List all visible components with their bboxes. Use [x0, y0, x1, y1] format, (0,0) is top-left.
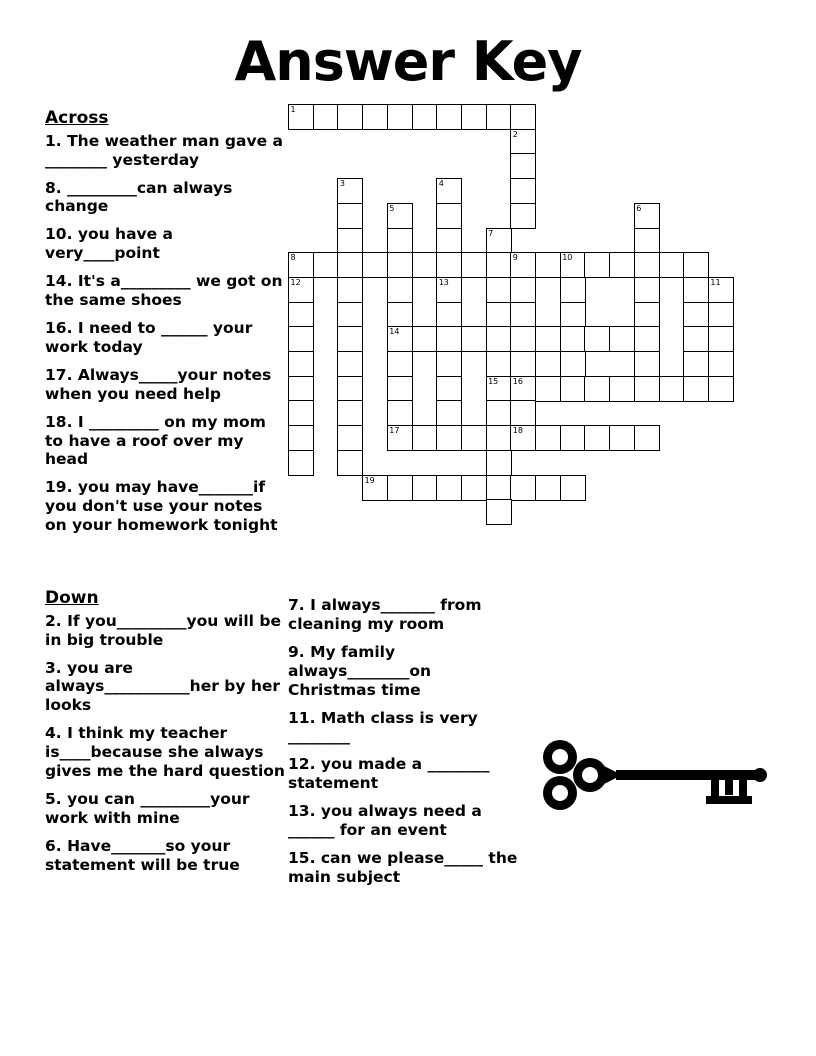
- grid-cell[interactable]: [387, 302, 413, 328]
- grid-cell[interactable]: [486, 326, 512, 352]
- grid-cell[interactable]: [387, 252, 413, 278]
- grid-cell[interactable]: [313, 104, 339, 130]
- grid-cell[interactable]: [337, 425, 363, 451]
- grid-cell[interactable]: [634, 302, 660, 328]
- grid-cell-number: 3: [339, 179, 345, 189]
- grid-cell[interactable]: [634, 326, 660, 352]
- clue-text: Always_____your notes when you need help: [45, 365, 272, 403]
- clue-text: If you_________you will be in big trouble: [45, 611, 281, 649]
- clue-item: [45, 790, 285, 828]
- clue-item: [288, 802, 520, 840]
- grid-cell[interactable]: [535, 326, 561, 352]
- grid-cell[interactable]: [288, 376, 314, 402]
- grid-cell[interactable]: [486, 499, 512, 525]
- clue-item: [45, 179, 285, 217]
- grid-cell[interactable]: [387, 376, 413, 402]
- grid-cell[interactable]: [535, 425, 561, 451]
- grid-cell[interactable]: [560, 351, 586, 377]
- clue-text: you have a very____point: [45, 225, 174, 263]
- crossword-grid[interactable]: [288, 104, 758, 584]
- clue-item: [45, 837, 285, 875]
- clue-number: 2.: [45, 611, 62, 630]
- clue-number: 4.: [45, 724, 62, 743]
- clue-number: 17.: [45, 365, 73, 384]
- grid-cell-number: 11: [710, 277, 721, 287]
- grid-cell[interactable]: [510, 351, 536, 377]
- grid-cell-number: 6: [636, 203, 642, 213]
- clue-number: 8.: [45, 178, 62, 197]
- grid-cell[interactable]: [584, 326, 610, 352]
- clue-text: The weather man gave a ________ yesterday: [45, 131, 283, 169]
- grid-cell[interactable]: [412, 425, 438, 451]
- grid-cell[interactable]: [288, 400, 314, 426]
- clue-number: 3.: [45, 658, 62, 677]
- grid-cell[interactable]: [609, 326, 635, 352]
- grid-cell[interactable]: [387, 351, 413, 377]
- grid-cell[interactable]: [486, 302, 512, 328]
- grid-cell[interactable]: [436, 252, 462, 278]
- across-clues-section: [45, 108, 285, 544]
- grid-cell-number: 15: [488, 376, 499, 386]
- clue-text: you may have_______if you don't use your notes on your homework tonight: [45, 478, 278, 535]
- grid-cell-number: 17: [389, 426, 400, 436]
- grid-cell[interactable]: [683, 277, 709, 303]
- grid-cell[interactable]: [634, 252, 660, 278]
- grid-cell[interactable]: [436, 400, 462, 426]
- clue-item: [45, 366, 285, 404]
- grid-cell[interactable]: [337, 252, 363, 278]
- grid-cell[interactable]: [387, 228, 413, 254]
- clue-number: 13.: [288, 802, 316, 821]
- grid-cell[interactable]: [387, 326, 413, 352]
- grid-cell[interactable]: [584, 425, 610, 451]
- grid-cell[interactable]: [436, 376, 462, 402]
- grid-cell[interactable]: [362, 252, 388, 278]
- grid-cell[interactable]: [609, 376, 635, 402]
- clue-item: [45, 612, 285, 650]
- clue-item: [288, 849, 520, 887]
- clue-number: 16.: [45, 318, 73, 337]
- grid-cell-number: 12: [290, 277, 301, 287]
- clue-item: [45, 272, 285, 310]
- grid-cell-number: 14: [389, 327, 400, 337]
- grid-cell[interactable]: [461, 104, 487, 130]
- grid-cell[interactable]: [362, 475, 388, 501]
- grid-cell[interactable]: [683, 326, 709, 352]
- clue-item: [45, 478, 285, 535]
- clue-item: [288, 709, 520, 747]
- grid-cell[interactable]: [313, 252, 339, 278]
- grid-cell[interactable]: [659, 252, 685, 278]
- clue-item: [288, 755, 520, 793]
- grid-cell[interactable]: [634, 351, 660, 377]
- grid-cell[interactable]: [510, 425, 536, 451]
- grid-cell[interactable]: [337, 450, 363, 476]
- clue-text: you made a ________ statement: [288, 755, 490, 793]
- grid-cell-number: 9: [512, 253, 518, 263]
- grid-cell[interactable]: [461, 252, 487, 278]
- grid-cell[interactable]: [387, 203, 413, 229]
- down-heading: Down: [45, 588, 99, 608]
- grid-cell[interactable]: [412, 104, 438, 130]
- grid-cell[interactable]: [708, 376, 734, 402]
- grid-cell[interactable]: [337, 400, 363, 426]
- grid-cell[interactable]: [337, 178, 363, 204]
- grid-cell[interactable]: [683, 252, 709, 278]
- grid-cell[interactable]: [337, 104, 363, 130]
- grid-cell[interactable]: [510, 203, 536, 229]
- clue-number: 10.: [45, 225, 73, 244]
- skeleton-key-icon: [528, 730, 778, 820]
- grid-cell[interactable]: [486, 277, 512, 303]
- grid-cell[interactable]: [486, 400, 512, 426]
- grid-cell[interactable]: [412, 252, 438, 278]
- clue-item: [45, 319, 285, 357]
- grid-cell[interactable]: [486, 450, 512, 476]
- clue-item: [45, 659, 285, 716]
- grid-cell-number: 10: [562, 253, 573, 263]
- grid-cell-number: 7: [488, 228, 494, 238]
- grid-cell[interactable]: [337, 203, 363, 229]
- clue-item: [45, 413, 285, 470]
- clue-text: I think my teacher is____because she always gives me the hard question: [45, 724, 285, 781]
- grid-cell[interactable]: [412, 475, 438, 501]
- clue-number: 1.: [45, 131, 62, 150]
- grid-cell-number: 16: [512, 376, 523, 386]
- grid-cell[interactable]: [387, 425, 413, 451]
- grid-cell[interactable]: [560, 376, 586, 402]
- clue-item: [45, 225, 285, 263]
- grid-cell-number: 13: [438, 277, 449, 287]
- grid-cell[interactable]: [510, 326, 536, 352]
- clue-item: [45, 724, 285, 781]
- down-clues-section-right: [288, 596, 520, 896]
- grid-cell[interactable]: [560, 326, 586, 352]
- grid-cell[interactable]: [510, 475, 536, 501]
- grid-cell[interactable]: [510, 153, 536, 179]
- grid-cell[interactable]: [436, 475, 462, 501]
- grid-cell[interactable]: [609, 252, 635, 278]
- grid-cell[interactable]: [337, 351, 363, 377]
- grid-cell[interactable]: [486, 475, 512, 501]
- grid-cell[interactable]: [708, 302, 734, 328]
- grid-cell[interactable]: [560, 425, 586, 451]
- grid-cell[interactable]: [288, 351, 314, 377]
- grid-cell[interactable]: [510, 129, 536, 155]
- grid-cell[interactable]: [461, 475, 487, 501]
- grid-cell[interactable]: [634, 277, 660, 303]
- grid-cell[interactable]: [387, 277, 413, 303]
- grid-cell[interactable]: [634, 203, 660, 229]
- down-clues-section-left: [45, 588, 285, 884]
- clue-text: you are always___________her by her looks: [45, 658, 281, 715]
- grid-cell[interactable]: [584, 376, 610, 402]
- grid-cell[interactable]: [337, 376, 363, 402]
- page-title: Answer Key: [234, 30, 582, 93]
- grid-cell[interactable]: [436, 203, 462, 229]
- grid-cell[interactable]: [683, 351, 709, 377]
- grid-cell[interactable]: [683, 376, 709, 402]
- grid-cell[interactable]: [288, 450, 314, 476]
- grid-cell[interactable]: [436, 302, 462, 328]
- grid-cell[interactable]: [436, 104, 462, 130]
- grid-cell[interactable]: [436, 277, 462, 303]
- grid-cell[interactable]: [535, 252, 561, 278]
- clue-number: 18.: [45, 412, 73, 431]
- clue-text: I need to ______ your work today: [45, 318, 253, 356]
- grid-cell[interactable]: [288, 425, 314, 451]
- clue-text: Math class is very ________: [288, 708, 478, 746]
- grid-cell[interactable]: [412, 326, 438, 352]
- grid-cell[interactable]: [337, 302, 363, 328]
- grid-cell[interactable]: [510, 302, 536, 328]
- grid-cell-number: 19: [364, 475, 375, 485]
- clue-item: [288, 596, 520, 634]
- clue-number: 12.: [288, 755, 316, 774]
- grid-cell[interactable]: [337, 326, 363, 352]
- grid-cell[interactable]: [387, 400, 413, 426]
- grid-cell[interactable]: [683, 302, 709, 328]
- grid-cell[interactable]: [288, 277, 314, 303]
- clue-item: [45, 132, 285, 170]
- grid-cell[interactable]: [486, 351, 512, 377]
- clue-number: 19.: [45, 478, 73, 497]
- grid-cell-number: 4: [438, 179, 444, 189]
- grid-cell[interactable]: [486, 252, 512, 278]
- grid-cell[interactable]: [510, 252, 536, 278]
- grid-cell[interactable]: [708, 277, 734, 303]
- grid-cell[interactable]: [436, 228, 462, 254]
- grid-cell[interactable]: [486, 376, 512, 402]
- clue-number: 14.: [45, 272, 73, 291]
- grid-cell[interactable]: [510, 400, 536, 426]
- grid-cell[interactable]: [560, 252, 586, 278]
- grid-cell[interactable]: [362, 104, 388, 130]
- grid-cell[interactable]: [461, 326, 487, 352]
- grid-cell-number: 5: [389, 203, 395, 213]
- clue-text: I _________ on my mom to have a roof over my head: [45, 412, 266, 469]
- grid-cell[interactable]: [288, 104, 314, 130]
- clue-text: _________can always change: [45, 178, 233, 216]
- grid-cell[interactable]: [634, 376, 660, 402]
- grid-cell[interactable]: [436, 425, 462, 451]
- grid-cell[interactable]: [387, 104, 413, 130]
- clue-text: It's a_________ we got on the same shoes: [45, 272, 283, 310]
- grid-cell[interactable]: [659, 376, 685, 402]
- grid-cell[interactable]: [337, 277, 363, 303]
- clue-number: 5.: [45, 789, 62, 808]
- grid-cell[interactable]: [436, 351, 462, 377]
- grid-cell[interactable]: [288, 302, 314, 328]
- grid-cell[interactable]: [609, 425, 635, 451]
- grid-cell-number: 8: [290, 253, 296, 263]
- grid-cell[interactable]: [708, 351, 734, 377]
- grid-cell[interactable]: [634, 425, 660, 451]
- across-heading: Across: [45, 108, 109, 128]
- grid-cell[interactable]: [486, 104, 512, 130]
- clue-number: 6.: [45, 836, 62, 855]
- grid-cell[interactable]: [535, 475, 561, 501]
- clue-number: 11.: [288, 708, 316, 727]
- grid-cell[interactable]: [486, 228, 512, 254]
- grid-cell[interactable]: [387, 475, 413, 501]
- grid-cell[interactable]: [510, 104, 536, 130]
- grid-cell[interactable]: [510, 376, 536, 402]
- grid-cell[interactable]: [337, 228, 363, 254]
- grid-cell[interactable]: [288, 252, 314, 278]
- grid-cell[interactable]: [634, 228, 660, 254]
- grid-cell-number: 1: [290, 105, 296, 114]
- grid-cell[interactable]: [486, 425, 512, 451]
- clue-text: I always_______ from cleaning my room: [288, 596, 482, 633]
- grid-cell-number: 18: [512, 426, 523, 436]
- grid-cell[interactable]: [510, 178, 536, 204]
- clue-number: 9.: [288, 642, 305, 661]
- grid-cell[interactable]: [560, 302, 586, 328]
- grid-cell[interactable]: [461, 425, 487, 451]
- grid-cell[interactable]: [560, 475, 586, 501]
- clue-text: can we please_____ the main subject: [288, 848, 518, 886]
- clue-text: you always need a ______ for an event: [288, 802, 482, 840]
- grid-cell[interactable]: [584, 252, 610, 278]
- grid-cell[interactable]: [436, 326, 462, 352]
- clue-text: My family always________on Christmas time: [288, 642, 432, 699]
- grid-cell[interactable]: [708, 326, 734, 352]
- clue-number: 7.: [288, 596, 305, 614]
- clue-text: Have_______so your statement will be true: [45, 836, 240, 874]
- clue-number: 15.: [288, 848, 316, 867]
- clue-text: you can _________your work with mine: [45, 789, 250, 827]
- grid-cell-number: 2: [512, 129, 518, 139]
- grid-cell[interactable]: [288, 326, 314, 352]
- grid-cell[interactable]: [510, 277, 536, 303]
- clue-item: [288, 643, 520, 700]
- grid-cell[interactable]: [535, 376, 561, 402]
- grid-cell[interactable]: [560, 277, 586, 303]
- grid-cell[interactable]: [436, 178, 462, 204]
